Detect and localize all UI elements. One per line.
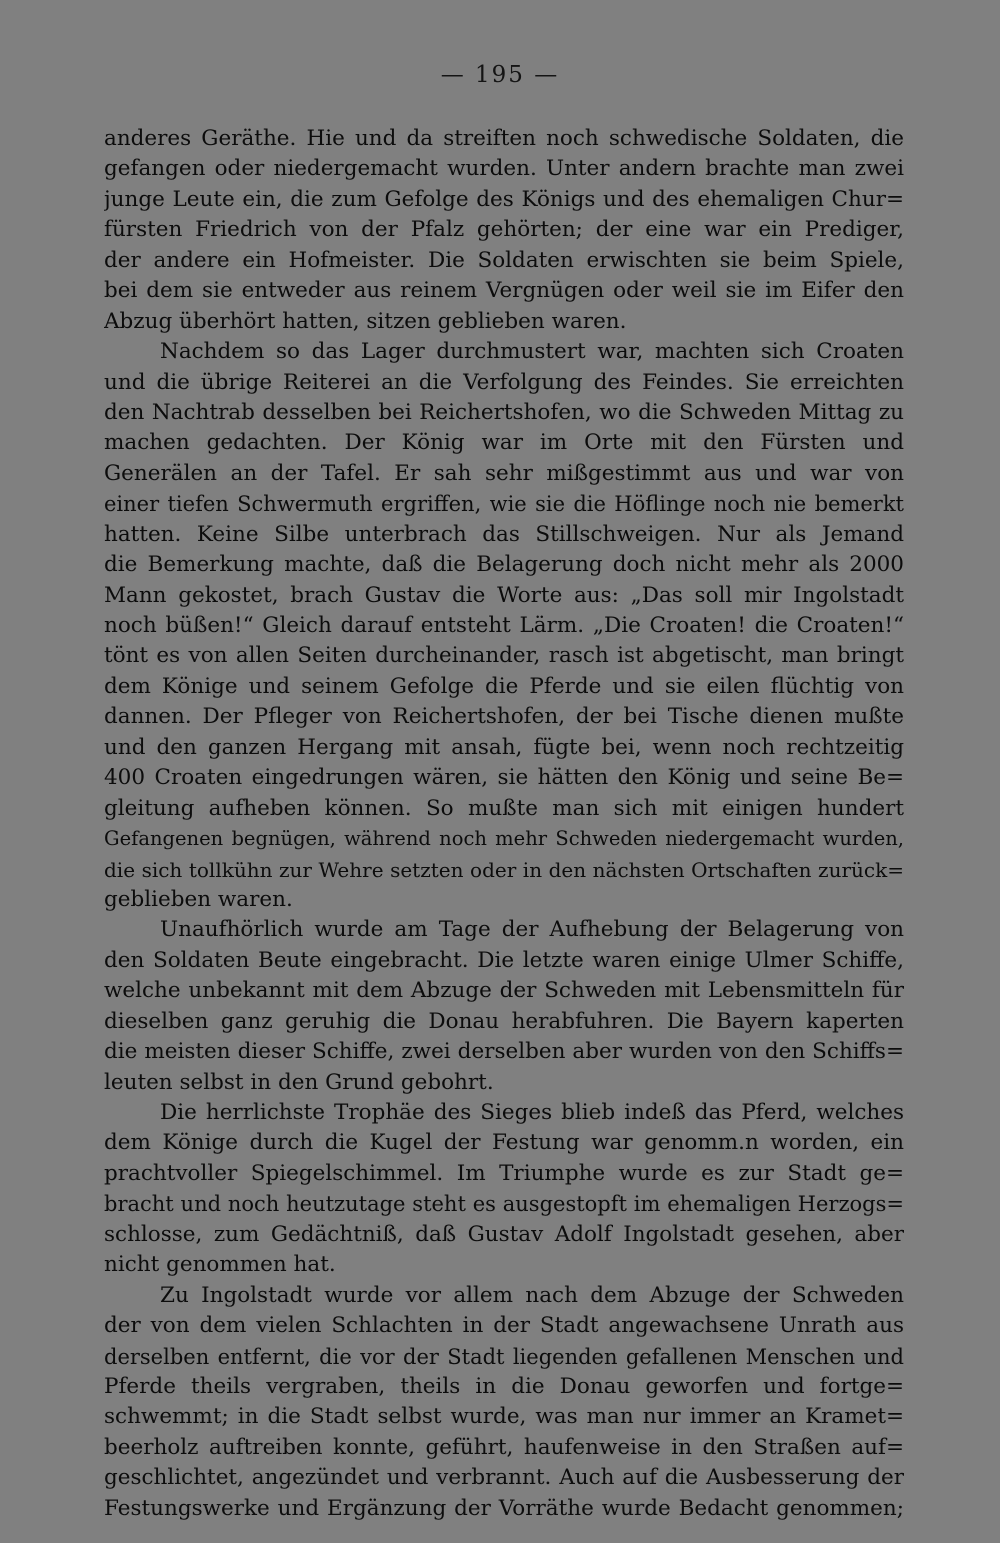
text-line: anderes Geräthe. Hie und da streiften noch schwedische Soldaten, die xyxy=(104,126,904,151)
text-line: bei dem sie entweder aus reinem Vergnügen oder weil sie im Eifer den xyxy=(104,278,904,304)
text-line: gleitung aufheben können. So mußte man sich mit einigen hundert xyxy=(104,795,904,821)
text-line: schlosse, zum Gedächtniß, daß Gustav Adolf Ingolstadt gesehen, aber xyxy=(104,1221,904,1247)
text-line: den Nachtrab desselben bei Reichertshofen, wo die Schweden Mittag zu xyxy=(104,399,904,425)
text-line: Unaufhörlich wurde am Tage der Aufhebung der Belagerung von xyxy=(160,917,904,943)
text-line: 400 Croaten eingedrungen wären, sie hätten den König und seine Be= xyxy=(104,765,904,791)
text-line: fürsten Friedrich von der Pfalz gehörten; der eine war ein Prediger, xyxy=(104,217,904,243)
text-line: beerholz auftreiben konnte, geführt, haufenweise in den Straßen auf= xyxy=(104,1434,904,1460)
text-line: Nachdem so das Lager durchmustert war, machten sich Croaten xyxy=(160,339,904,365)
text-line: schwemmt; in die Stadt selbst wurde, was man nur immer an Kramet= xyxy=(104,1404,904,1430)
text-line: Generälen an der Tafel. Er sah sehr mißgestimmt aus und war von xyxy=(104,460,904,486)
text-line: einer tiefen Schwermuth ergriffen, wie sie die Höflinge noch nie bemerkt xyxy=(104,492,904,517)
text-line: Pferde theils vergraben, theils in die Donau geworfen und fortge= xyxy=(104,1373,904,1399)
text-line: die sich tollkühn zur Wehre setzten oder in den nächsten Ortschaften zurück= xyxy=(104,857,904,882)
text-line: nicht genommen hat. xyxy=(104,1252,336,1278)
text-line: Festungswerke und Ergänzung der Vorräthe wurde Bedacht genommen; xyxy=(104,1495,904,1521)
text-line: leuten selbst in den Grund gebohrt. xyxy=(104,1069,494,1095)
text-line: junge Leute ein, die zum Gefolge des Königs und des ehemaligen Chur= xyxy=(104,186,904,212)
text-line: der andere ein Hofmeister. Die Soldaten erwischten sie beim Spiele, xyxy=(104,247,904,273)
text-line: und die übrige Reiterei an die Verfolgung des Feindes. Sie erreichten xyxy=(104,369,904,395)
text-line: dem Könige und seinem Gefolge die Pferde und sie eilen flüchtig von xyxy=(104,673,904,699)
text-line: tönt es von allen Seiten durcheinander, rasch ist abgetischt, man bringt xyxy=(104,643,904,669)
body-text xyxy=(104,124,904,1524)
page-number: — 195 — xyxy=(440,62,560,88)
text-line: noch büßen!“ Gleich darauf entsteht Lärm. „Die Croaten! die Croaten!“ xyxy=(104,613,904,638)
text-line: Die herrlichste Trophäe des Sieges blieb indeß das Pferd, welches xyxy=(160,1100,904,1125)
text-line: derselben entfernt, die vor der Stadt liegenden gefallenen Menschen und xyxy=(104,1344,904,1369)
text-line: prachtvoller Spiegelschimmel. Im Triumphe wurde es zur Stadt ge= xyxy=(104,1160,904,1186)
text-line: dem Könige durch die Kugel der Festung war genomm.n worden, ein xyxy=(104,1130,904,1156)
text-line: und den ganzen Hergang mit ansah, fügte bei, wenn noch rechtzeitig xyxy=(104,734,904,760)
text-line: die Bemerkung machte, daß die Belagerung doch nicht mehr als 2000 xyxy=(104,552,904,578)
text-line: geschlichtet, angezündet und verbrannt. Auch auf die Ausbesserung der xyxy=(104,1465,904,1491)
text-line: welche unbekannt mit dem Abzuge der Schweden mit Lebensmitteln für xyxy=(104,978,904,1004)
text-line: hatten. Keine Silbe unterbrach das Stillschweigen. Nur als Jemand xyxy=(104,521,904,547)
text-line: Gefangenen begnügen, während noch mehr Schweden niedergemacht wurden, xyxy=(104,827,904,851)
text-line: dannen. Der Pfleger von Reichertshofen, der bei Tische dienen mußte xyxy=(104,704,904,730)
text-line: die meisten dieser Schiffe, zwei derselben aber wurden von den Schiffs= xyxy=(104,1039,904,1065)
text-line: Mann gekostet, brach Gustav die Worte aus: „Das soll mir Ingolstadt xyxy=(104,582,904,608)
text-line: den Soldaten Beute eingebracht. Die letzte waren einige Ulmer Schiffe, xyxy=(104,947,904,973)
text-line: machen gedachten. Der König war im Orte mit den Fürsten und xyxy=(104,430,904,456)
text-line: dieselben ganz geruhig die Donau herabfuhren. Die Bayern kaperten xyxy=(104,1008,904,1034)
text-line: Abzug überhört hatten, sitzen geblieben waren. xyxy=(104,308,627,334)
text-line: bracht und noch heutzutage steht es ausgestopft im ehemaligen Herzogs= xyxy=(104,1192,904,1217)
text-line: geblieben waren. xyxy=(104,886,293,912)
text-line: gefangen oder niedergemacht wurden. Unter andern brachte man zwei xyxy=(104,156,904,182)
text-line: der von dem vielen Schlachten in der Stadt angewachsene Unrath aus xyxy=(104,1313,904,1339)
text-line: Zu Ingolstadt wurde vor allem nach dem Abzuge der Schweden xyxy=(160,1282,904,1308)
